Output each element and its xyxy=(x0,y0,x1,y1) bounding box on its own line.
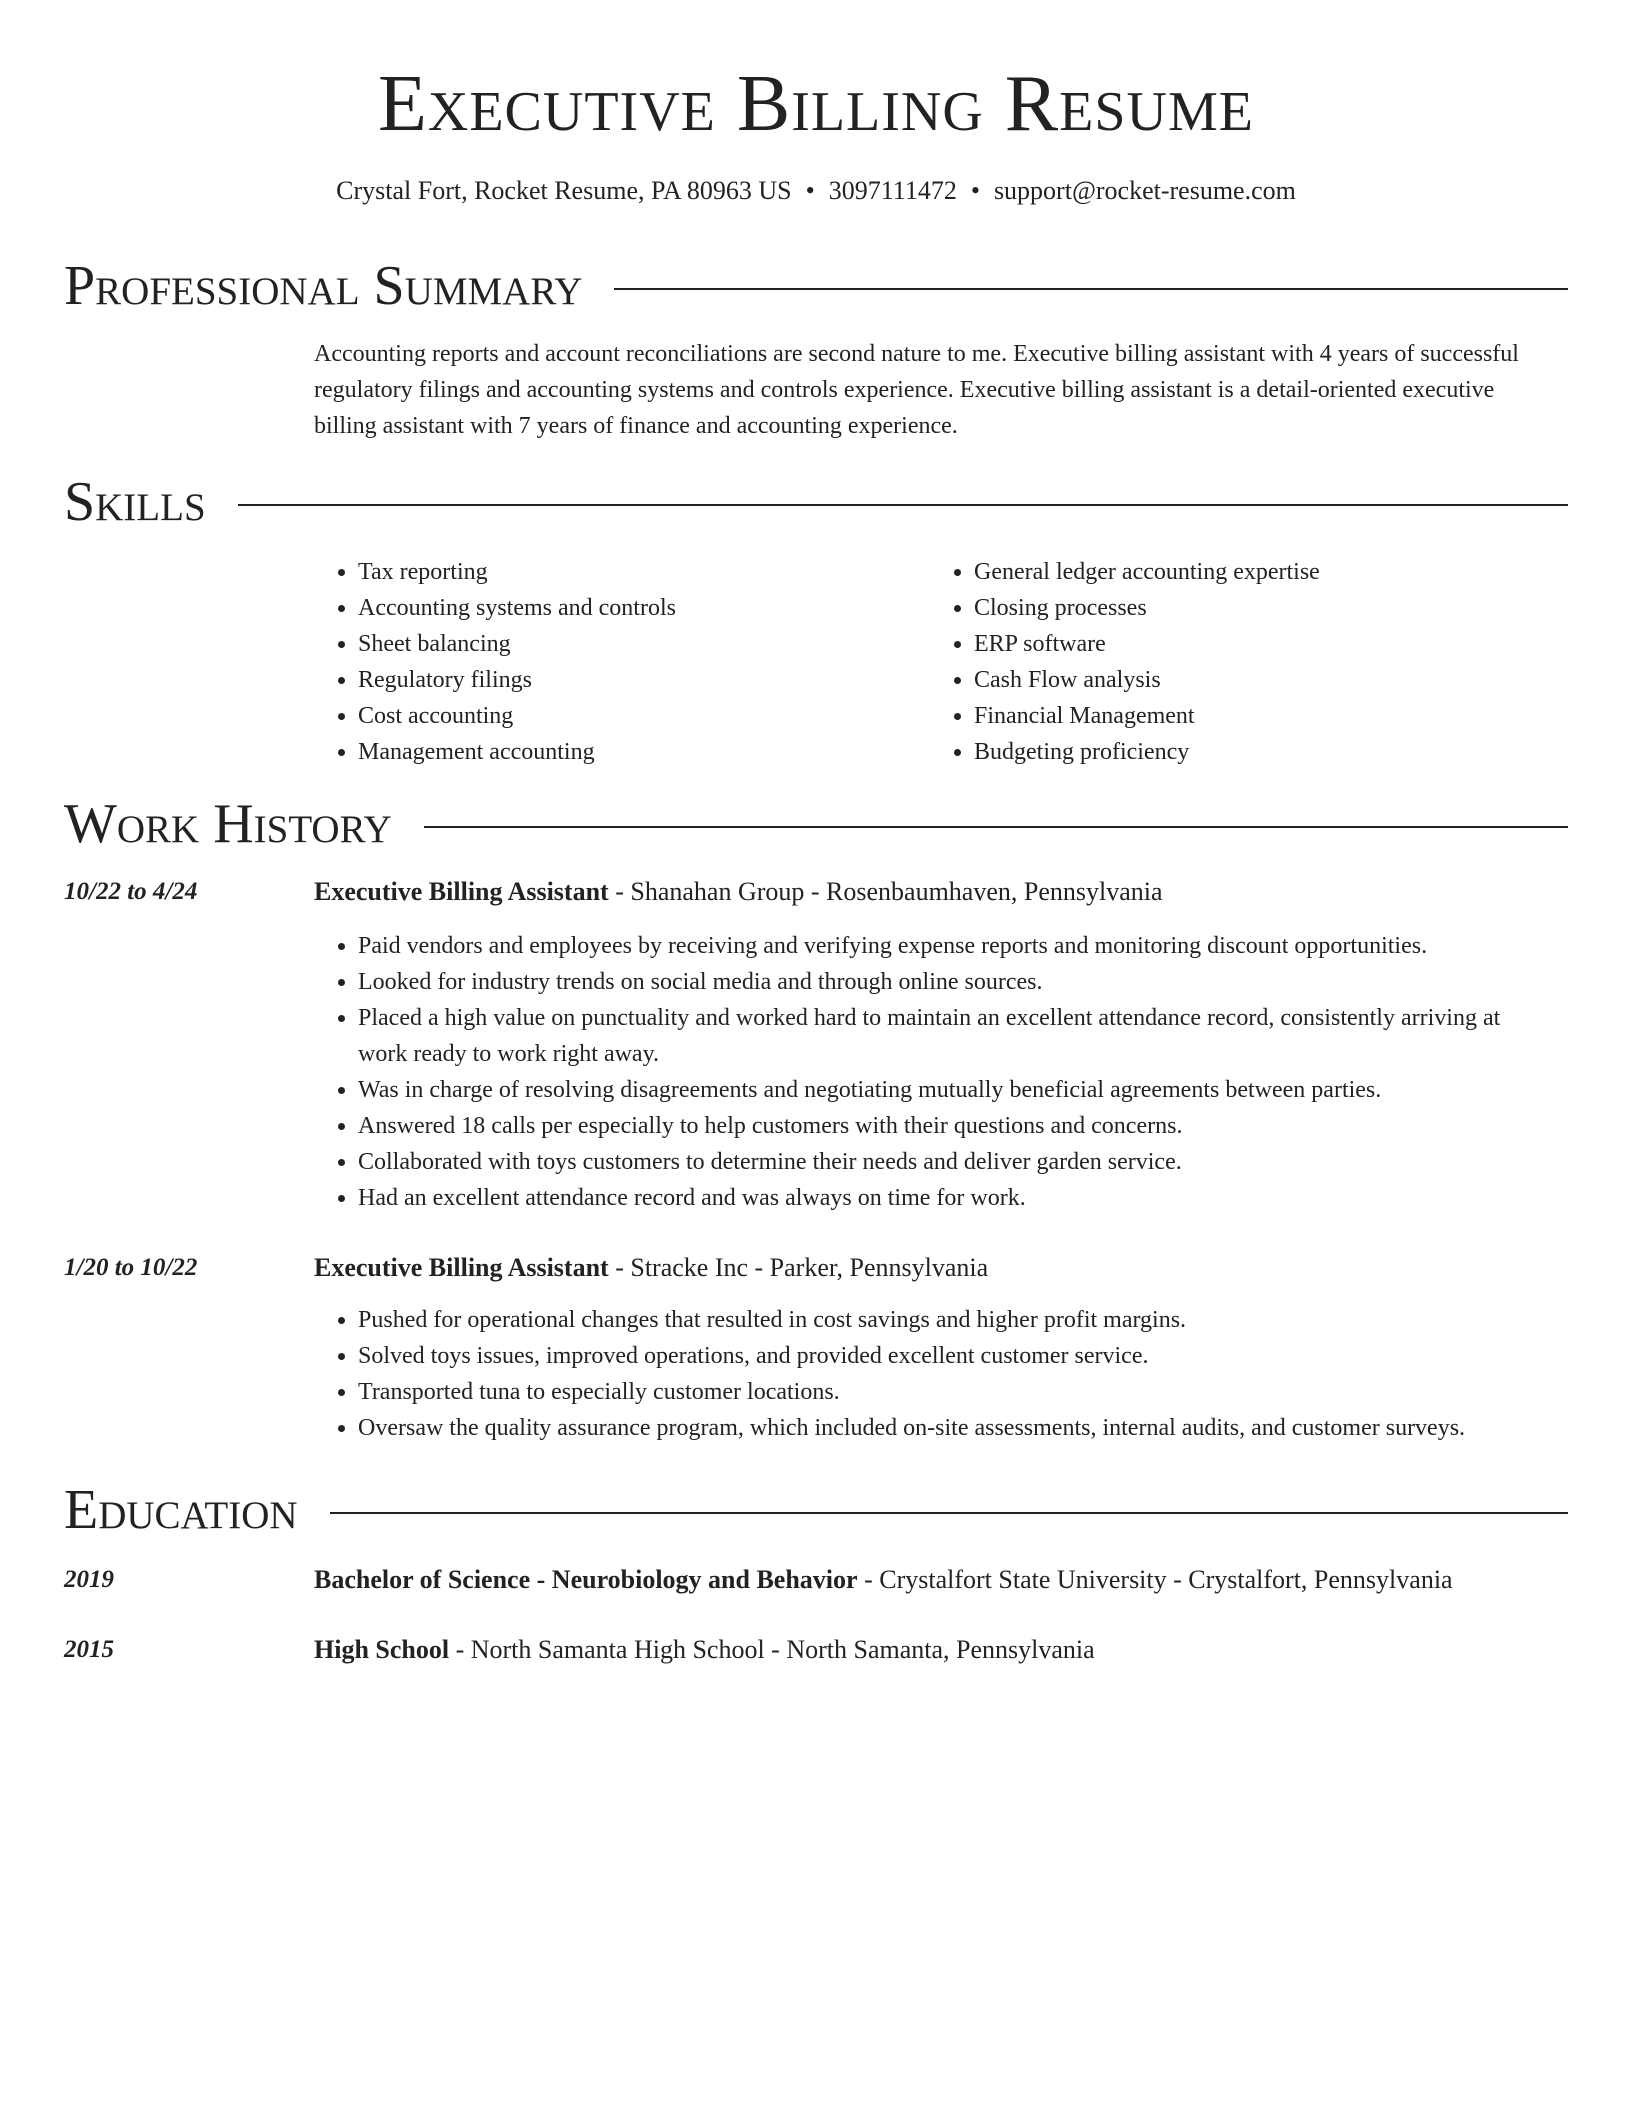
education-section-header xyxy=(64,1478,1568,1542)
job-bullets xyxy=(314,1302,1554,1446)
job-company: - Shanahan Group - Rosenbaumhaven, Pennsylvania xyxy=(608,877,1163,906)
contact-phone: 3097111472 xyxy=(828,176,957,205)
summary-section-header xyxy=(64,254,1568,318)
skill-item: • Closing processes xyxy=(974,590,1546,626)
skill-item: • Tax reporting xyxy=(358,554,930,590)
job-bullet: • Pushed for operational changes that resulted in cost savings and higher profit margins. xyxy=(358,1302,1554,1338)
skill-item: • Regulatory filings xyxy=(358,662,930,698)
skill-item: • Cash Flow analysis xyxy=(974,662,1546,698)
skill-item: • Financial Management xyxy=(974,698,1546,734)
job-bullet: • Looked for industry trends on social media and through online sources. xyxy=(358,964,1554,1000)
section-divider xyxy=(238,504,1568,506)
job-bullet: • Transported tuna to especially customer locations. xyxy=(358,1374,1554,1410)
job-bullet: • Had an excellent attendance record and was always on time for work. xyxy=(358,1180,1554,1216)
education-degree: Bachelor of Science - Neurobiology and Behavior xyxy=(314,1565,858,1594)
section-divider xyxy=(614,288,1568,290)
bullet-separator: • xyxy=(970,176,980,205)
work-section-header xyxy=(64,792,1568,856)
skill-item: • ERP software xyxy=(974,626,1546,662)
contact-address: Crystal Fort, Rocket Resume, PA 80963 US xyxy=(336,176,792,205)
education-year: 2015 xyxy=(64,1636,114,1663)
skill-item: • Budgeting proficiency xyxy=(974,734,1546,770)
section-divider xyxy=(330,1512,1568,1514)
job-company: - Stracke Inc - Parker, Pennsylvania xyxy=(608,1253,989,1282)
job-title: Executive Billing Assistant xyxy=(314,1253,609,1282)
skill-item: • Sheet balancing xyxy=(358,626,930,662)
resume-title: Executive Billing Resume xyxy=(378,60,1254,148)
contact-line xyxy=(0,174,1632,208)
job-bullet: • Was in charge of resolving disagreements and negotiating mutually beneficial agreements between parties. xyxy=(358,1072,1554,1108)
job-dates: 1/20 to 10/22 xyxy=(64,1254,198,1281)
education-school: - Crystalfort State University - Crystalfort, Pennsylvania xyxy=(857,1565,1453,1594)
job-bullets xyxy=(314,928,1554,1216)
skills-heading: Skills xyxy=(64,471,206,533)
summary-text: Accounting reports and account reconciliations are second nature to me. Executive billing assistant with 4 years of successful regulatory filings and accounting systems and controls experience. Executive billing assistant is a detail-oriented executive billing assistant with 7 years of finance and accounting experience. xyxy=(314,341,1519,439)
job-bullet: • Paid vendors and employees by receiving and verifying expense reports and monitoring discount opportunities. xyxy=(358,928,1554,964)
job-title-line xyxy=(314,1250,1554,1286)
job-title-line xyxy=(314,874,1554,910)
section-divider xyxy=(424,826,1568,828)
summary-heading: Professional Summary xyxy=(64,255,583,317)
job-bullet: • Placed a high value on punctuality and worked hard to maintain an excellent attendance record, consistently arriving at work ready to work right away. xyxy=(358,1000,1554,1072)
contact-email: support@rocket-resume.com xyxy=(993,176,1296,205)
job-bullet: • Answered 18 calls per especially to help customers with their questions and concerns. xyxy=(358,1108,1554,1144)
skill-item: • Management accounting xyxy=(358,734,930,770)
education-year: 2019 xyxy=(64,1566,114,1593)
bullet-separator: • xyxy=(805,176,815,205)
education-degree: High School xyxy=(314,1635,450,1664)
education-heading: Education xyxy=(64,1479,298,1541)
education-line xyxy=(314,1632,1554,1668)
skills-list-right xyxy=(930,554,1546,770)
job-dates: 10/22 to 4/24 xyxy=(64,878,198,905)
skill-item: • Cost accounting xyxy=(358,698,930,734)
skill-item: • Accounting systems and controls xyxy=(358,590,930,626)
job-bullet: • Solved toys issues, improved operations, and provided excellent customer service. xyxy=(358,1338,1554,1374)
education-line xyxy=(314,1562,1554,1598)
skills-section-header xyxy=(64,470,1568,534)
work-heading: Work History xyxy=(64,793,392,855)
job-bullet: • Oversaw the quality assurance program, which included on-site assessments, internal audits, and customer surveys. xyxy=(358,1410,1554,1446)
job-bullet: • Collaborated with toys customers to determine their needs and deliver garden service. xyxy=(358,1144,1554,1180)
job-title: Executive Billing Assistant xyxy=(314,877,609,906)
skill-item: • General ledger accounting expertise xyxy=(974,554,1546,590)
skills-grid xyxy=(314,554,1554,770)
education-school: - North Samanta High School - North Samanta, Pennsylvania xyxy=(449,1635,1095,1664)
skills-list-left xyxy=(314,554,930,770)
